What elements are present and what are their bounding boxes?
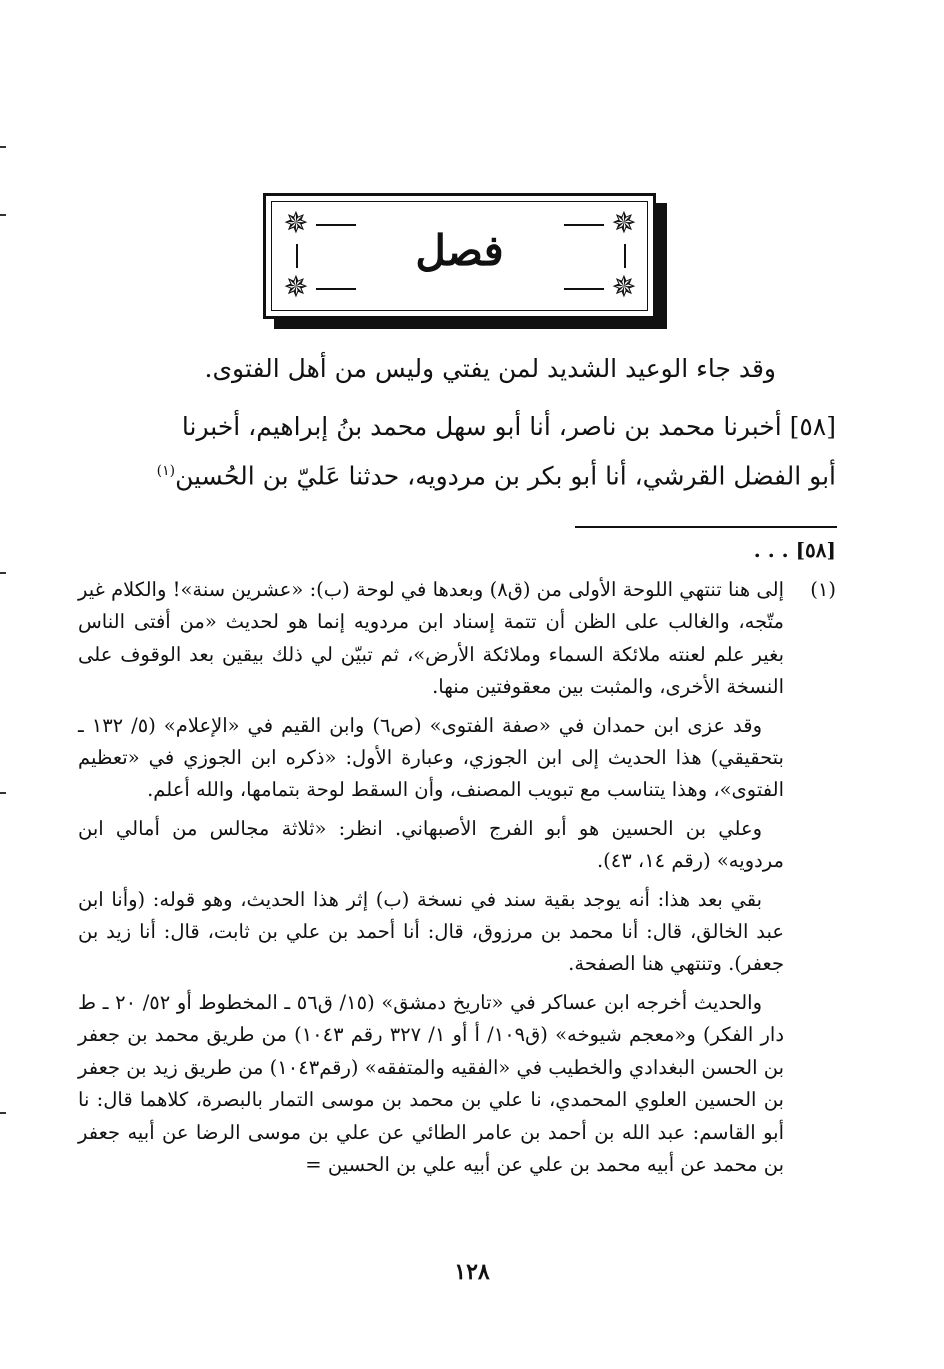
footnote-paragraph: والحديث أخرجه ابن عساكر في «تاريخ دمشق» (١٥/ ق٥٦ ـ المخطوط أو ٥٢/ ٢٠ ـ ط دار الفكر) و«معجم شيوخه» (ق١٠٩/ أ أو ١/ ٣٢٧ رقم ١٠٤٣) من طريق محمد بن جعفر بن الحسن البغدادي والخطيب في «الفقيه والمتفقه» (رقم١٠٤٣) من طريق زيد بن جعفر بن الحسين العلوي المحمدي، نا علي بن محمد بن موسى التمار بالبصرة، كلاهما قال: نا أبو القاسم: عبد الله بن أحمد بن عامر الطائي عن علي بن موسى الرضا عن أبيه جعفر بن محمد عن أبيه محمد بن علي عن أبيه علي بن الحسين = xyxy=(78,990,784,1176)
ornament-line xyxy=(564,288,604,290)
paragraph-line-text: أبو الفضل القرشي، أنا أبو بكر بن مردويه، حدثنا عَليّ بن الحُسين xyxy=(175,461,836,491)
hadith-paragraph xyxy=(84,405,836,498)
scan-mark xyxy=(0,792,6,794)
footnote-body xyxy=(78,574,784,1181)
scan-mark xyxy=(0,214,6,216)
footnote-paragraph: وقد عزى ابن حمدان في «صفة الفتوى» (ص٦) وابن القيم في «الإعلام» (٥/ ١٣٢ ـ بتحقيقي) هذا الحديث إلى ابن الجوزي، وعبارة الأول: «ذكره ابن الجوزي في «تعظيم الفتوى»، وهذا يتناسب مع تبويب المصنف، وأن السقط لوحة بتمامها، والله أعلم. xyxy=(78,713,784,802)
footnote-divider xyxy=(575,526,837,528)
section-heading: فصل xyxy=(415,226,504,275)
scan-mark xyxy=(0,1112,6,1114)
footnote-reference: [٥٨] . . . xyxy=(753,538,836,562)
ornament-star-icon: ✵ xyxy=(611,270,637,305)
page-number: ١٢٨ xyxy=(454,1259,490,1285)
footnotes xyxy=(78,574,836,1187)
footnote-number: (١) xyxy=(810,578,836,601)
ornament-star-icon: ✵ xyxy=(283,206,309,241)
scan-mark xyxy=(0,146,6,148)
footnote-paragraph: إلى هنا تنتهي اللوحة الأولى من (ق٨) وبعدها في لوحة (ب): «عشرين سنة»! والكلام غير متّجه، والغالب على الظن أن تتمة إسناد ابن مردويه إنما هو لحديث «من أفتى الناس بغير علم لعنته ملائكة السماء وملائكة الأرض»، ثم تبيّن لي ذلك بيقين بعد الوقوف على النسخة الأخرى، والمثبت بين معقوفتين منها. xyxy=(78,578,784,699)
paragraph-line xyxy=(84,449,836,498)
footnote-paragraph: وعلي بن الحسين هو أبو الفرج الأصبهاني. انظر: «ثلاثة مجالس من أمالي ابن مردويه» (رقم ١٤، ٤٣). xyxy=(78,816,784,873)
ornament-star-icon: ✵ xyxy=(283,270,309,305)
scan-mark xyxy=(0,572,6,574)
intro-text: وقد جاء الوعيد الشديد لمن يفتي وليس من أهل الفتوى. xyxy=(204,354,776,383)
paragraph-line: [٥٨] أخبرنا محمد بن ناصر، أنا أبو سهل محمد بنُ إبراهيم، أخبرنا xyxy=(181,412,836,441)
footnote-paragraph: بقي بعد هذا: أنه يوجد بقية سند في نسخة (ب) إثر هذا الحديث، وهو قوله: (وأنا ابن عبد الخالق، قال: أنا محمد بن مرزوق، قال: أنا أحمد بن علي بن ثابت، قال: أنا زيد بن جعفر). وتنتهي هنا الصفحة. xyxy=(78,887,784,976)
ornament-star-icon: ✵ xyxy=(611,206,637,241)
footnote-marker: (١) xyxy=(156,463,176,479)
ornament-line xyxy=(316,288,356,290)
